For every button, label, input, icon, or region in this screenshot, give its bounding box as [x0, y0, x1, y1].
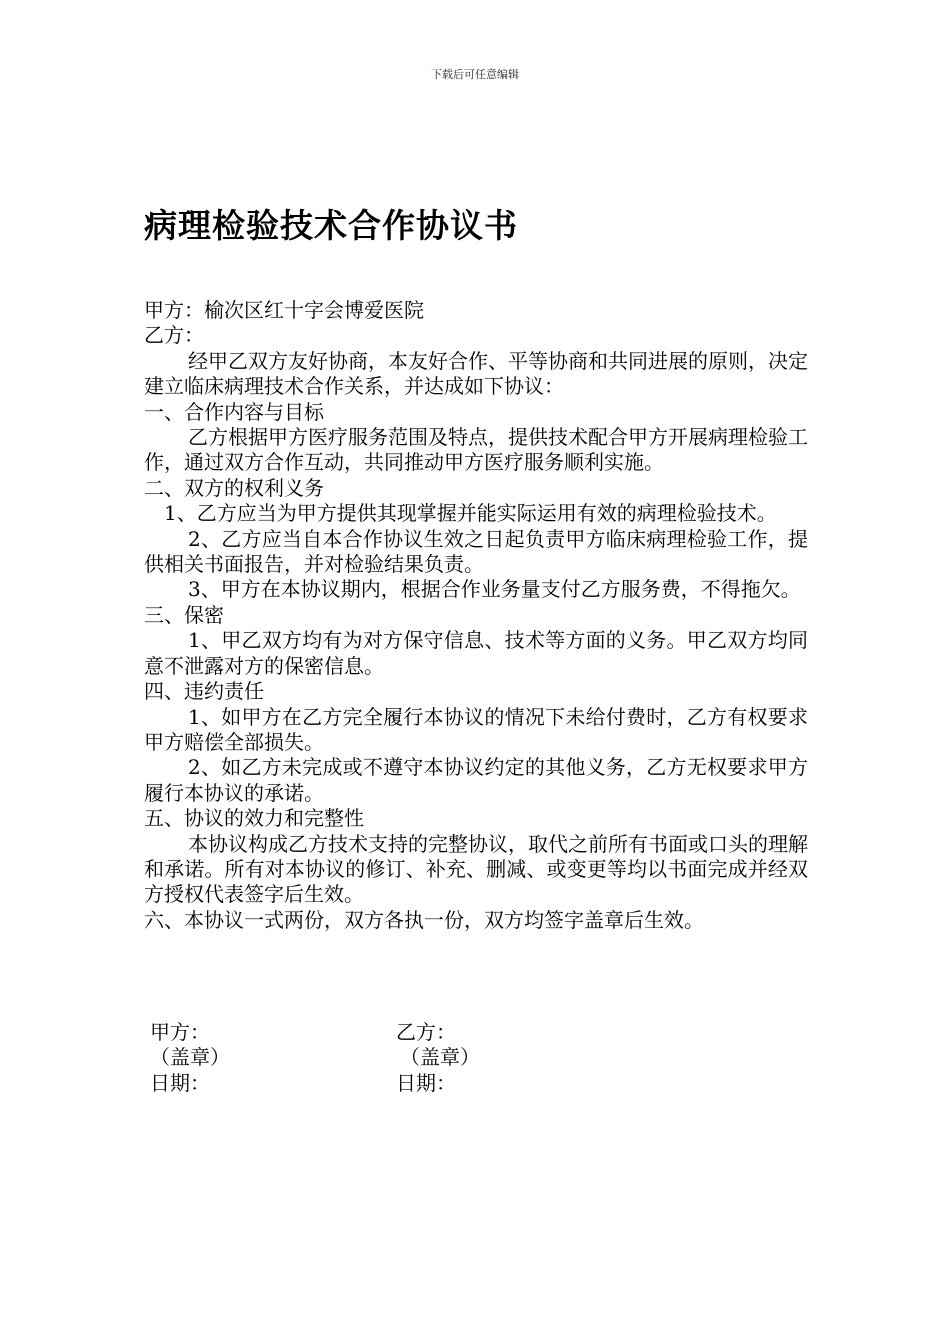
- section-1-paragraph: 乙方根据甲方医疗服务范围及特点，提供技术配合甲方开展病理检验工作，通过双方合作互动，共同推动甲方医疗服务顺利实施。: [144, 425, 808, 475]
- party-b-date: 日期：: [396, 1070, 456, 1095]
- agreement-body: [144, 298, 808, 933]
- section-heading-1: 一、合作内容与目标: [144, 399, 324, 424]
- party-a-signature: [150, 1020, 230, 1096]
- section-heading-5: 五、协议的效力和完整性: [144, 806, 364, 831]
- header-note: 下载后可任意编辑: [431, 68, 519, 81]
- document-title: 病理检验技术合作协议书: [144, 206, 518, 245]
- party-b-seal: （盖章）: [400, 1045, 480, 1070]
- section-4-item-2: 2、如乙方未完成或不遵守本协议约定的其他义务，乙方无权要求甲方履行本协议的承诺。: [144, 755, 808, 805]
- section-heading-4: 四、违约责任: [144, 679, 264, 704]
- party-a-label: 甲方：: [150, 1020, 210, 1044]
- section-2-item-1: 1、乙方应当为甲方提供其现掌握并能实际运用有效的病理检验技术。: [164, 501, 777, 526]
- preamble-paragraph: 经甲乙双方友好协商，本友好合作、平等协商和共同进展的原则，决定建立临床病理技术合作关系，并达成如下协议：: [144, 348, 808, 399]
- section-2-item-2: 2、乙方应当自本合作协议生效之日起负责甲方临床病理检验工作，提供相关书面报告，并对检验结果负责。: [144, 526, 808, 577]
- section-3-item-1: 1、甲乙双方均有为对方保守信息、技术等方面的义务。甲乙双方均同意不泄露对方的保密信息。: [144, 628, 808, 678]
- party-a-line: 甲方：榆次区红十字会博爱医院: [144, 298, 424, 322]
- party-a-date: 日期：: [150, 1070, 210, 1095]
- section-4-item-1: 1、如甲方在乙方完全履行本协议的情况下未给付费时，乙方有权要求甲方赔偿全部损失。: [144, 704, 808, 754]
- party-b-line: 乙方：: [144, 323, 204, 348]
- section-6-line: 六、本协议一式两份，双方各执一份，双方均签字盖章后生效。: [144, 907, 704, 932]
- section-heading-2: 二、双方的权利义务: [144, 475, 324, 500]
- party-a-seal: （盖章）: [150, 1045, 230, 1070]
- section-heading-3: 三、保密: [144, 602, 224, 627]
- party-b-label: 乙方：: [396, 1020, 456, 1044]
- party-b-signature: [396, 1020, 480, 1096]
- section-2-item-3: 3、甲方在本协议期内，根据合作业务量支付乙方服务费，不得拖欠。: [188, 577, 801, 602]
- section-5-paragraph: 本协议构成乙方技术支持的完整协议，取代之前所有书面或口头的理解和承诺。所有对本协议的修订、补充、删减、或变更等均以书面完成并经双方授权代表签字后生效。: [144, 831, 808, 907]
